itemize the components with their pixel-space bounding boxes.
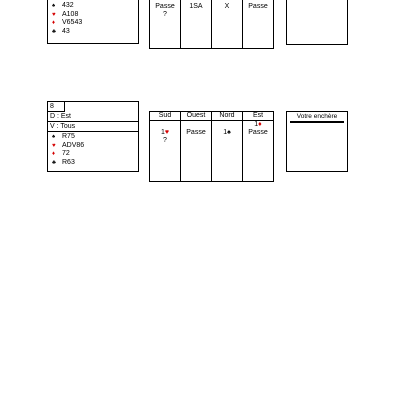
spades-line bbox=[52, 133, 138, 142]
answer-box-deal-1[interactable] bbox=[286, 0, 348, 45]
bid-cell-ouest bbox=[181, 121, 212, 182]
bid-pass: Passe bbox=[186, 129, 206, 136]
hand-box-deal-1 bbox=[47, 0, 139, 44]
bid-line bbox=[243, 129, 273, 137]
diamonds-line bbox=[52, 19, 138, 28]
diamond-icon: ♦ bbox=[52, 20, 56, 27]
dealer-label: D : Est bbox=[48, 112, 138, 122]
spade-icon: ♠ bbox=[52, 3, 56, 9]
bid-ouest: 1SA bbox=[181, 0, 212, 49]
bid-level: 1 bbox=[254, 121, 259, 128]
club-icon: ♣ bbox=[52, 28, 56, 35]
header-nord: Nord bbox=[212, 112, 243, 121]
bid-line bbox=[243, 121, 273, 129]
answer-title: Votre enchère bbox=[290, 112, 344, 123]
bid-line bbox=[150, 129, 180, 137]
bid-line bbox=[212, 129, 242, 137]
club-icon: ♣ bbox=[52, 159, 56, 166]
hearts-line bbox=[52, 11, 138, 20]
bidding-table-deal-2 bbox=[149, 111, 274, 182]
bid-nord: X bbox=[212, 0, 243, 49]
spade-icon: ♠ bbox=[227, 129, 231, 136]
bid-question: ? bbox=[163, 137, 167, 144]
header-ouest: Ouest bbox=[181, 112, 212, 121]
answer-box-deal-2[interactable] bbox=[286, 111, 348, 172]
spades-cards: R75 bbox=[62, 133, 75, 140]
heart-icon: ♥ bbox=[164, 129, 170, 136]
header-sud: Sud bbox=[150, 112, 181, 121]
diamond-icon: ♦ bbox=[52, 151, 56, 158]
bid-sud: Passe ? bbox=[150, 0, 181, 49]
bid-pass: Passe bbox=[248, 129, 268, 136]
bid-level: 1 bbox=[160, 129, 165, 136]
clubs-line bbox=[52, 28, 138, 37]
hand-box-deal-2 bbox=[47, 101, 139, 172]
diamonds-cards: V6543 bbox=[62, 19, 83, 27]
hearts-cards: ADV86 bbox=[62, 141, 85, 149]
bid-line bbox=[150, 137, 180, 145]
clubs-cards: 43 bbox=[62, 27, 70, 35]
header-est: Est bbox=[243, 112, 274, 121]
hand-cards bbox=[48, 132, 138, 169]
deal-number: 8 bbox=[48, 102, 65, 112]
heart-icon: ♥ bbox=[52, 142, 56, 149]
hand-cards bbox=[48, 0, 138, 38]
bid-cell-nord bbox=[212, 121, 243, 182]
bid-cell-est bbox=[243, 121, 274, 182]
clubs-cards: R63 bbox=[62, 158, 75, 166]
hearts-line bbox=[52, 142, 138, 151]
bidding-table-deal-1 bbox=[149, 0, 274, 49]
diamond-icon: ♦ bbox=[258, 121, 262, 128]
bid-line bbox=[181, 129, 211, 137]
bid-level: 1 bbox=[223, 129, 228, 136]
diamonds-cards: 72 bbox=[62, 150, 70, 158]
clubs-line bbox=[52, 159, 138, 168]
bid-est: Passe bbox=[243, 0, 274, 49]
heart-icon: ♥ bbox=[52, 11, 56, 18]
bid-cell-sud bbox=[150, 121, 181, 182]
vulnerability-label: V : Tous bbox=[48, 122, 138, 132]
spades-cards: 432 bbox=[62, 2, 74, 9]
spades-line bbox=[52, 2, 138, 11]
diamonds-line bbox=[52, 150, 138, 159]
hearts-cards: A108 bbox=[62, 10, 79, 18]
spade-icon: ♠ bbox=[52, 134, 56, 140]
